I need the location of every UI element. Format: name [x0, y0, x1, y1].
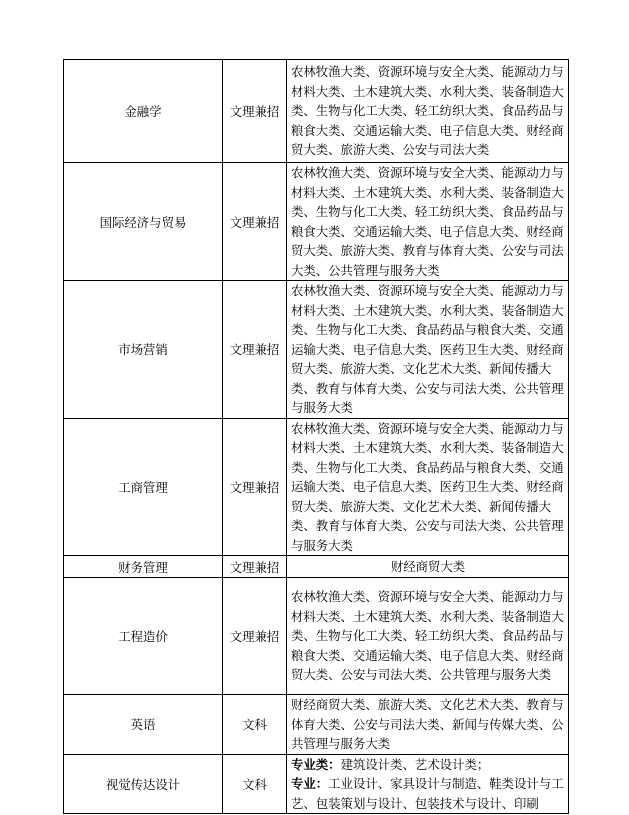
major-name: 市场营销 [64, 281, 223, 419]
table-row [64, 60, 569, 163]
eligible-categories [287, 754, 569, 814]
table-row [64, 578, 569, 695]
table-row [64, 281, 569, 419]
subject-type: 文理兼招 [223, 281, 287, 419]
major-list-text: 工业设计、家具设计与制造、鞋类设计与工艺、包装策划与设计、包装技术与设计、印刷 [291, 776, 564, 811]
subject-type: 文理兼招 [223, 556, 287, 578]
table-row [64, 695, 569, 755]
subject-type: 文理兼招 [223, 418, 287, 556]
admission-table [63, 59, 569, 814]
subject-type: 文科 [223, 695, 287, 755]
eligible-categories: 财经商贸大类 [287, 556, 569, 578]
category-type-text: 建筑设计类、艺术设计类； [340, 756, 490, 772]
subject-type: 文理兼招 [223, 60, 287, 163]
major-name: 工商管理 [64, 418, 223, 556]
eligible-categories: 农林牧渔大类、资源环境与安全大类、能源动力与材料大类、土木建筑大类、水利大类、装备制造大类、生物与化工大类、轻工纺织大类、食品药品与粮食大类、交通运输大类、电子信息大类、财经商贸大类、公安与司法大类、公共管理与服务大类 [287, 578, 569, 695]
major-name: 金融学 [64, 60, 223, 163]
subject-type: 文理兼招 [223, 578, 287, 695]
table-row [64, 163, 569, 281]
major-paragraph [291, 774, 565, 813]
eligible-categories: 农林牧渔大类、资源环境与安全大类、能源动力与材料大类、土木建筑大类、水利大类、装备制造大类、生物与化工大类、轻工纺织大类、食品药品与粮食大类、交通运输大类、电子信息大类、财经商贸大类、旅游大类、教育与体育大类、公安与司法大类、公共管理与服务大类 [287, 163, 569, 281]
eligible-categories: 财经商贸大类、旅游大类、文化艺术大类、教育与体育大类、公安与司法大类、新闻与传媒大类、公共管理与服务大类 [287, 695, 569, 755]
major-name: 财务管理 [64, 556, 223, 578]
major-name: 视觉传达设计 [64, 754, 223, 814]
major-name: 工程造价 [64, 578, 223, 695]
major-name: 国际经济与贸易 [64, 163, 223, 281]
subject-type: 文理兼招 [223, 163, 287, 281]
table-row [64, 418, 569, 556]
eligible-categories: 农林牧渔大类、资源环境与安全大类、能源动力与材料大类、土木建筑大类、水利大类、装备制造大类、生物与化工大类、食品药品与粮食大类、交通运输大类、电子信息大类、医药卫生大类、财经商贸大类、旅游大类、文化艺术大类、新闻传播大类、教育与体育大类、公安与司法大类、公共管理与服务大类 [287, 418, 569, 556]
major-name: 英语 [64, 695, 223, 755]
table-row [64, 556, 569, 578]
table-row [64, 754, 569, 814]
eligible-categories: 农林牧渔大类、资源环境与安全大类、能源动力与材料大类、土木建筑大类、水利大类、装备制造大类、生物与化工大类、食品药品与粮食大类、交通运输大类、电子信息大类、医药卫生大类、财经商贸大类、旅游大类、文化艺术大类、新闻传播大类、教育与体育大类、公安与司法大类、公共管理与服务大类 [287, 281, 569, 419]
subject-type: 文科 [223, 754, 287, 814]
category-type-label: 专业类： [291, 756, 341, 772]
category-paragraph [291, 755, 565, 775]
eligible-categories: 农林牧渔大类、资源环境与安全大类、能源动力与材料大类、土木建筑大类、水利大类、装备制造大类、生物与化工大类、轻工纺织大类、食品药品与粮食大类、交通运输大类、电子信息大类、财经商贸大类、旅游大类、公安与司法大类 [287, 60, 569, 163]
major-list-label: 专业： [291, 776, 329, 791]
